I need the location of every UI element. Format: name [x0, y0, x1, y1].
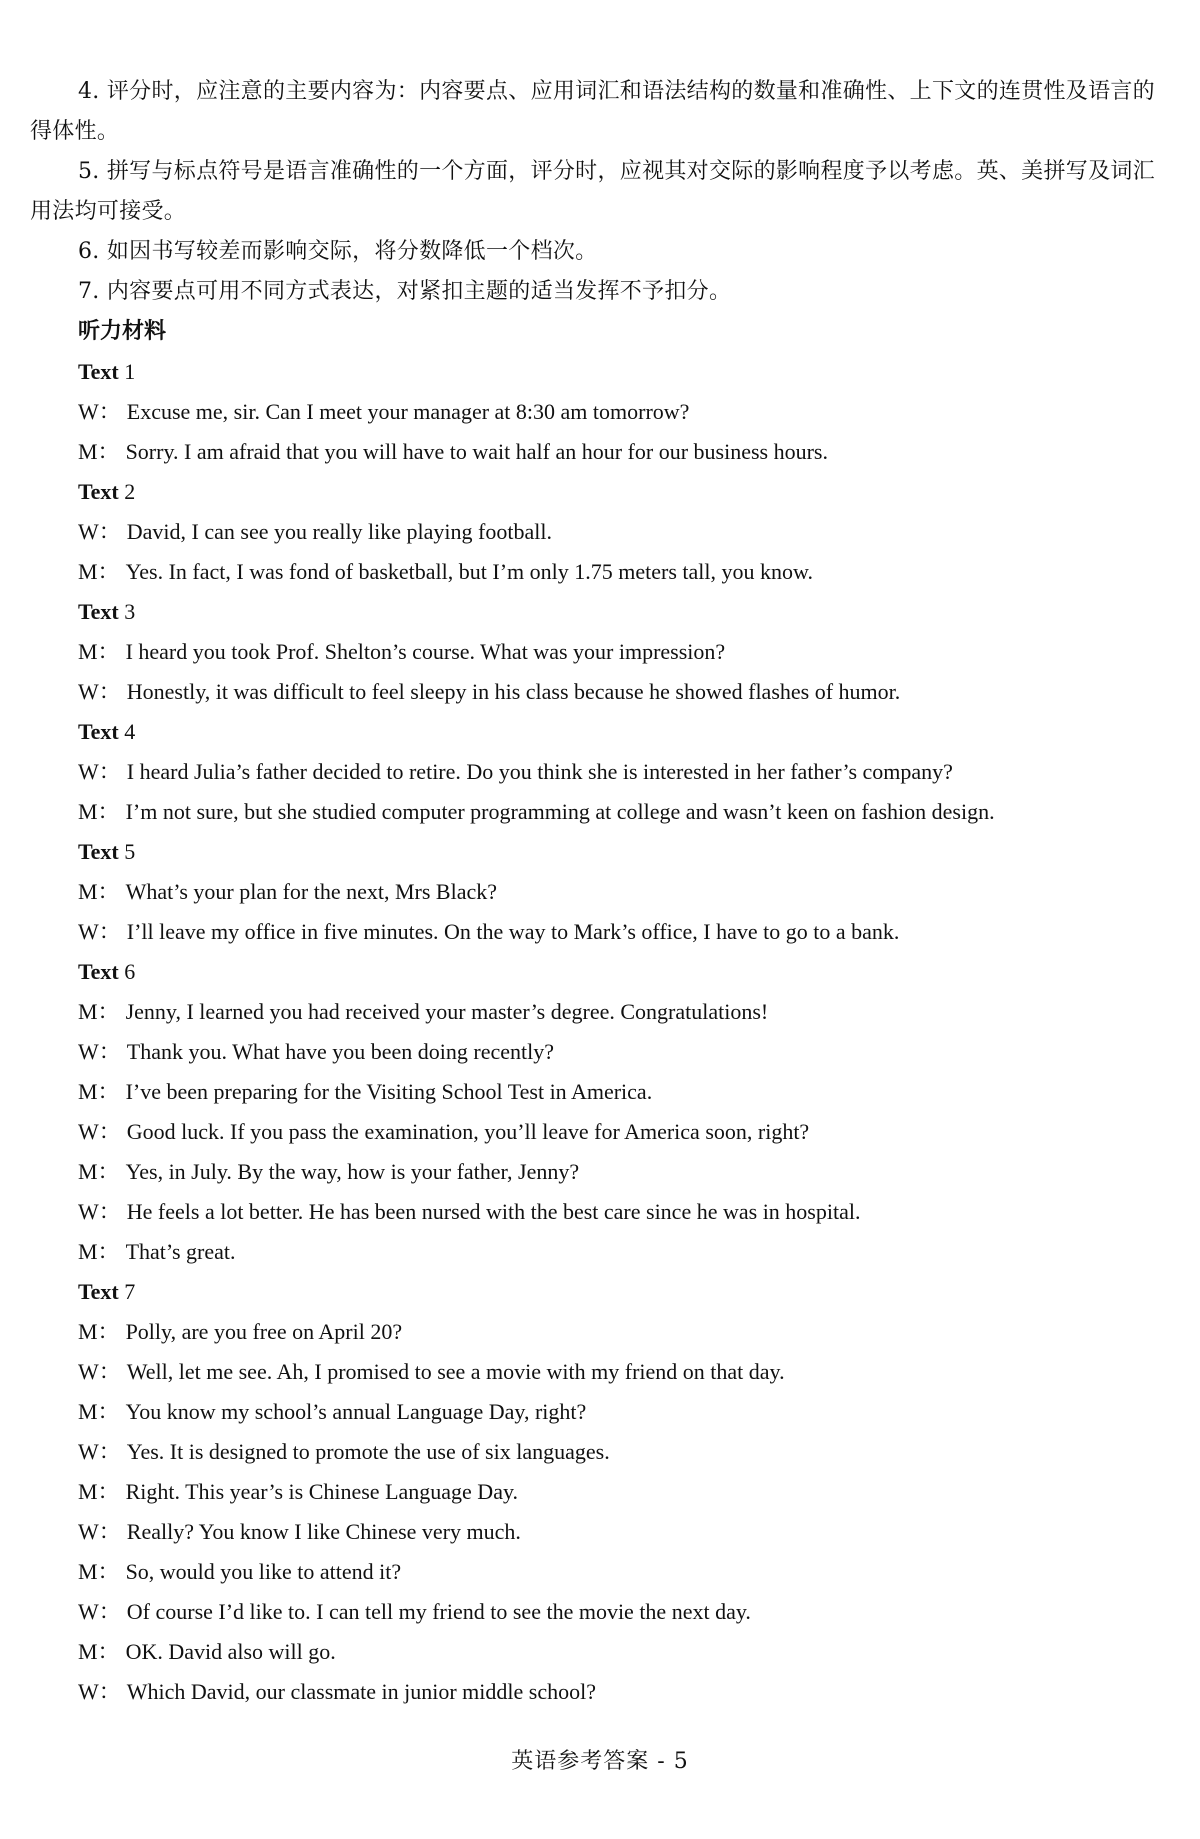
dialogue-text: You know my school’s annual Language Day, right?	[125, 1399, 587, 1424]
dialogue-text: OK. David also will go.	[125, 1639, 336, 1664]
dialogue-text: Thank you. What have you been doing recently?	[126, 1039, 554, 1064]
text-heading	[78, 952, 1168, 992]
dialogue-line	[78, 1552, 1168, 1592]
dialogue-line	[78, 1392, 1168, 1432]
dialogue-text: That’s great.	[125, 1239, 236, 1264]
speaker-label: M：	[78, 1239, 120, 1264]
speaker-label: M：	[78, 1399, 120, 1424]
speaker-label: W：	[78, 1199, 121, 1224]
dialogue-text: Good luck. If you pass the examination, you’ll leave for America soon, right?	[126, 1119, 810, 1144]
text-heading	[78, 472, 1168, 512]
speaker-label: M：	[78, 1319, 120, 1344]
dialogue-line	[78, 1512, 1168, 1552]
dialogue-line	[78, 1432, 1168, 1472]
dialogue-line	[78, 1152, 1168, 1192]
text-heading	[78, 712, 1168, 752]
speaker-label: M：	[78, 1559, 120, 1584]
dialogue-line	[78, 792, 1168, 832]
text-heading-label: Text	[78, 1279, 119, 1304]
dialogue-text: Jenny, I learned you had received your master’s degree. Congratulations!	[125, 999, 769, 1024]
dialogue-line	[78, 392, 1168, 432]
dialogue-line	[78, 1592, 1168, 1632]
speaker-label: M：	[78, 799, 120, 824]
dialogue-text: Yes. In fact, I was fond of basketball, but I’m only 1.75 meters tall, you know.	[125, 559, 813, 584]
dialogue-line	[78, 632, 1168, 672]
text-heading-label: Text	[78, 959, 119, 984]
dialogue-text: I’ve been preparing for the Visiting School Test in America.	[125, 1079, 653, 1104]
dialogue-text: Right. This year’s is Chinese Language Day.	[125, 1479, 519, 1504]
dialogue-line	[78, 992, 1168, 1032]
speaker-label: W：	[78, 399, 121, 424]
speaker-label: W：	[78, 1679, 121, 1704]
scoring-notes	[30, 72, 1170, 312]
dialogue-line	[78, 872, 1168, 912]
dialogue-line	[78, 912, 1168, 952]
speaker-label: M：	[78, 1159, 120, 1184]
dialogue-line	[78, 1032, 1168, 1072]
dialogue-text: Excuse me, sir. Can I meet your manager at 8:30 am tomorrow?	[126, 399, 690, 424]
text-heading-number: 1	[124, 359, 136, 384]
text-heading-label: Text	[78, 479, 119, 504]
dialogue-text: David, I can see you really like playing football.	[126, 519, 552, 544]
text-heading-label: Text	[78, 599, 119, 624]
text-heading	[78, 352, 1168, 392]
text-heading-number: 5	[124, 839, 136, 864]
speaker-label: W：	[78, 1359, 121, 1384]
dialogue-line	[78, 1192, 1168, 1232]
dialogue-text: Polly, are you free on April 20?	[125, 1319, 403, 1344]
speaker-label: M：	[78, 1479, 120, 1504]
text-heading-label: Text	[78, 719, 119, 744]
dialogue-text: Of course I’d like to. I can tell my friend to see the movie the next day.	[126, 1599, 751, 1624]
speaker-label: M：	[78, 1079, 120, 1104]
dialogue-line	[78, 1072, 1168, 1112]
dialogue-line	[78, 512, 1168, 552]
speaker-label: W：	[78, 1519, 121, 1544]
dialogue-line	[78, 1232, 1168, 1272]
text-heading	[78, 1272, 1168, 1312]
dialogue-text: I heard Julia’s father decided to retire. Do you think she is interested in her father’s company?	[126, 759, 953, 784]
dialogue-text: He feels a lot better. He has been nursed with the best care since he was in hospital.	[126, 1199, 861, 1224]
text-heading-number: 7	[124, 1279, 136, 1304]
speaker-label: W：	[78, 1439, 121, 1464]
dialogue-text: Honestly, it was difficult to feel sleepy in his class because he showed flashes of humor.	[126, 679, 901, 704]
speaker-label: W：	[78, 1039, 121, 1064]
dialogue-line	[78, 1632, 1168, 1672]
dialogue-line	[78, 432, 1168, 472]
dialogue-line	[78, 1472, 1168, 1512]
scoring-note-4: 4. 评分时，应注意的主要内容为：内容要点、应用词汇和语法结构的数量和准确性、上下文的连贯性及语言的得体性。	[30, 79, 1155, 144]
speaker-label: M：	[78, 639, 120, 664]
speaker-label: W：	[78, 919, 121, 944]
page-footer: 英语参考答案 - 5	[511, 1749, 689, 1774]
dialogue-text: Sorry. I am afraid that you will have to wait half an hour for our business hours.	[125, 439, 828, 464]
speaker-label: W：	[78, 759, 121, 784]
speaker-label: W：	[78, 679, 121, 704]
dialogue-text: I heard you took Prof. Shelton’s course. What was your impression?	[125, 639, 726, 664]
speaker-label: W：	[78, 1119, 121, 1144]
dialogue-text: Yes, in July. By the way, how is your father, Jenny?	[125, 1159, 580, 1184]
speaker-label: M：	[78, 1639, 120, 1664]
section-heading-listening: 听力材料	[78, 319, 167, 344]
text-heading-number: 4	[124, 719, 136, 744]
scoring-note-5: 5. 拼写与标点符号是语言准确性的一个方面，评分时，应视其对交际的影响程度予以考虑。英、美拼写及词汇用法均可接受。	[30, 159, 1155, 224]
dialogue-line	[78, 552, 1168, 592]
dialogue-text: I’m not sure, but she studied computer programming at college and wasn’t keen on fashion design.	[125, 799, 995, 824]
text-heading-label: Text	[78, 839, 119, 864]
scoring-note-7: 7. 内容要点可用不同方式表达，对紧扣主题的适当发挥不予扣分。	[78, 279, 732, 304]
text-heading-label: Text	[78, 359, 119, 384]
dialogue-text: Which David, our classmate in junior middle school?	[126, 1679, 596, 1704]
text-heading-number: 2	[124, 479, 136, 504]
speaker-label: M：	[78, 559, 120, 584]
dialogue-text: What’s your plan for the next, Mrs Black?	[125, 879, 498, 904]
dialogue-line	[78, 1352, 1168, 1392]
dialogue-line	[78, 1112, 1168, 1152]
dialogue-line	[78, 672, 1168, 712]
speaker-label: W：	[78, 1599, 121, 1624]
dialogue-text: Yes. It is designed to promote the use of six languages.	[126, 1439, 610, 1464]
text-heading	[78, 592, 1168, 632]
text-heading-number: 3	[124, 599, 136, 624]
dialogue-line	[78, 1312, 1168, 1352]
dialogue-text: So, would you like to attend it?	[125, 1559, 402, 1584]
text-heading	[78, 832, 1168, 872]
dialogue-text: I’ll leave my office in five minutes. On the way to Mark’s office, I have to go to a bank.	[126, 919, 900, 944]
dialogue-text: Well, let me see. Ah, I promised to see a movie with my friend on that day.	[126, 1359, 785, 1384]
speaker-label: W：	[78, 519, 121, 544]
dialogue-line	[78, 1672, 1168, 1712]
dialogue-text: Really? You know I like Chinese very much.	[126, 1519, 521, 1544]
scoring-note-6: 6. 如因书写较差而影响交际，将分数降低一个档次。	[78, 239, 598, 264]
dialogue-line	[78, 752, 1168, 792]
speaker-label: M：	[78, 999, 120, 1024]
listening-transcript	[78, 352, 1168, 1712]
text-heading-number: 6	[124, 959, 136, 984]
speaker-label: M：	[78, 439, 120, 464]
speaker-label: M：	[78, 879, 120, 904]
